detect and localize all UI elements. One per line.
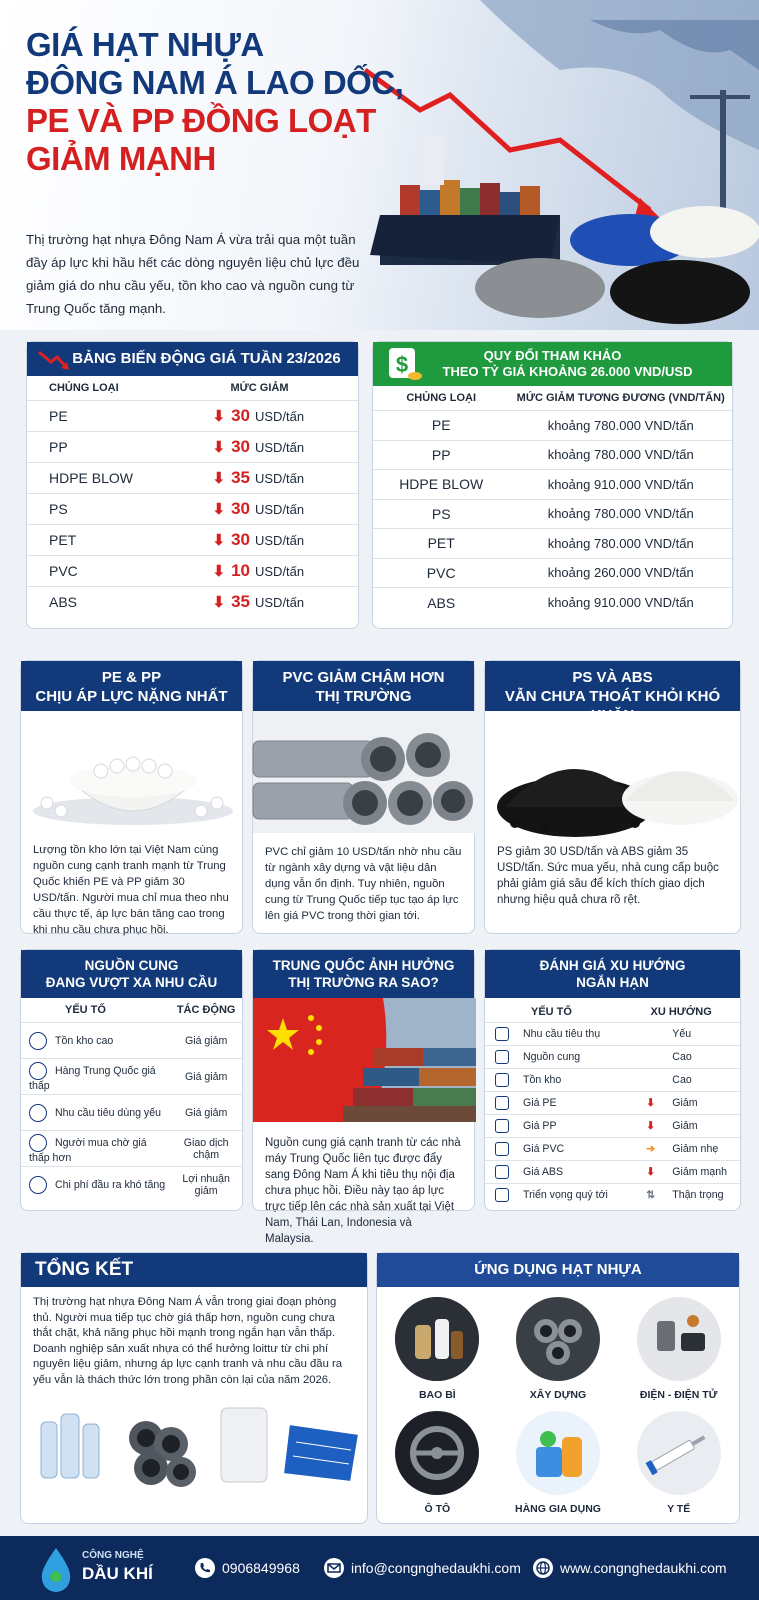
- trend-value-cell: [622, 1138, 740, 1161]
- intro-paragraph: Thị trường hạt nhựa Đông Nam Á vừa trải qua một tuần đầy áp lực khi hầu hết các dòng nguyên liệu chủ lực đều giảm giá do nhu cầu yếu, tồn kho cao và nguồn cung từ Trung Quốc tăng mạnh.: [26, 232, 360, 316]
- trend-down-icon: [37, 348, 71, 372]
- factor-icon: [495, 1096, 509, 1110]
- factor-icon: [495, 1142, 509, 1156]
- electronics-icon: [637, 1297, 721, 1381]
- trend-value-cell: [622, 1092, 740, 1115]
- down-arrow-icon: ⬇: [212, 563, 226, 580]
- trend-up-down-icon: ⇅: [646, 1189, 656, 1202]
- conversion-row: [373, 440, 732, 470]
- trend-row: [485, 1023, 740, 1046]
- app-construction: [498, 1297, 619, 1401]
- price-row-name: HDPE BLOW: [27, 463, 193, 494]
- conversion-row-value: khoảng 780.000 VND/tấn: [509, 529, 732, 559]
- trend-factor: Giá PP: [523, 1119, 557, 1132]
- price-change-table: [26, 341, 359, 629]
- conversion-row-name: HDPE BLOW: [373, 470, 509, 500]
- applications-panel: [376, 1252, 740, 1524]
- supply-title-1: NGUỒN CUNG: [84, 958, 179, 973]
- drop-unit: USD/tấn: [255, 564, 305, 579]
- trend-value-cell: [622, 1161, 740, 1184]
- trend-value: Cao: [672, 1074, 692, 1086]
- trend-factor: Nhu cầu tiêu thụ: [523, 1027, 601, 1040]
- trend-col-factor: YẾU TỐ: [531, 1006, 572, 1018]
- panel-pe-pp: [20, 660, 243, 934]
- app-label-electronics: ĐIỆN - ĐIỆN TỬ: [639, 1389, 718, 1401]
- conversion-row-value: khoảng 260.000 VND/tấn: [509, 558, 732, 588]
- col-type-header: CHỦNG LOẠI: [49, 382, 119, 394]
- supply-row: [21, 1095, 242, 1131]
- trend-panel: [484, 949, 741, 1211]
- conversion-table: [372, 341, 733, 629]
- trend-factor-cell: [485, 1069, 622, 1092]
- supply-factor: Người mua chờ giá thấp hơn: [29, 1136, 147, 1164]
- price-row-name: PE: [27, 401, 193, 432]
- china-title: [253, 950, 474, 998]
- panel-ps-abs: [484, 660, 741, 934]
- trend-factor: Nguồn cung: [523, 1050, 581, 1063]
- trend-factor-cell: [485, 1161, 622, 1184]
- factor-icon: [29, 1032, 47, 1050]
- summary-paragraph-1: Thị trường hạt nhựa Đông Nam Á vẫn trong giai đoạn phòng thủ. Người mua tiếp tục chờ giá thấp hơn, nguồn cung chưa thắt chặt, khả năng phục hồi mạnh trong ngắn hạn vẫn thấp.: [33, 1296, 337, 1339]
- trend-factor-cell: [485, 1023, 622, 1046]
- trend-factor-cell: [485, 1138, 622, 1161]
- conversion-row: [373, 529, 732, 559]
- summary-title: TỔNG KẾT: [21, 1253, 367, 1287]
- price-row: [27, 556, 358, 587]
- conversion-header: [373, 342, 732, 386]
- panel-ps-abs-title-1: PS VÀ ABS: [572, 669, 653, 686]
- trend-down-icon: ⬇: [646, 1166, 656, 1178]
- supply-factor: Tồn kho cao: [55, 1034, 114, 1047]
- drop-value: 30: [231, 499, 250, 518]
- email-link[interactable]: info@congnghedaukhi.com: [351, 1560, 521, 1576]
- trend-row: [485, 1184, 740, 1207]
- trend-factor: Giá PE: [523, 1096, 557, 1109]
- trend-value: Giảm nhẹ: [672, 1143, 719, 1155]
- price-row-drop: [193, 401, 359, 432]
- supply-factor: Nhu cầu tiêu dùng yếu: [55, 1106, 162, 1119]
- down-arrow-icon: ⬇: [212, 594, 226, 612]
- supply-factor-cell: [21, 1095, 170, 1131]
- supply-panel: [20, 949, 243, 1211]
- drop-value: 35: [231, 468, 250, 487]
- white-pellets-bowl-image: [21, 711, 244, 833]
- col-vnd-header: MỨC GIẢM TƯƠNG ĐƯƠNG (VND/TẤN): [516, 392, 725, 404]
- trend-factor: Giá PVC: [523, 1142, 565, 1155]
- panel-ps-abs-title-2: VẪN CHƯA THOÁT KHỎI KHÓ KHĂN: [504, 688, 721, 724]
- trend-value-cell: [622, 1184, 740, 1207]
- household-icon: [516, 1411, 600, 1495]
- price-row: [27, 463, 358, 494]
- supply-factor-cell: [21, 1059, 170, 1095]
- drop-value: 30: [231, 437, 250, 456]
- supply-impact: Giá giảm: [170, 1023, 242, 1059]
- panel-pvc-title-1: PVC GIẢM CHẬM HƠN: [282, 669, 445, 686]
- supply-impact: Giao dịch chậm: [170, 1131, 242, 1167]
- china-title-2: THỊ TRƯỜNG RA SAO?: [288, 975, 439, 990]
- price-row-name: PS: [27, 494, 193, 525]
- app-label-construction: XÂY DỰNG: [529, 1389, 587, 1401]
- trend-factor: Tồn kho: [523, 1073, 562, 1086]
- panel-ps-abs-text: PS giảm 30 USD/tấn và ABS giảm 35 USD/tấn. Sức mua yếu, nhà cung cấp buộc phải giảm giá sâu để kích thích giao dịch nhưng hiệu quả chưa rõ rệt.: [497, 846, 719, 906]
- panel-pe-pp-title-1: PE & PP: [101, 669, 162, 686]
- conversion-title-1: QUY ĐỔI THAM KHẢO: [483, 348, 622, 363]
- conversion-row-name: PVC: [373, 558, 509, 588]
- china-flag-containers-image: [253, 998, 476, 1122]
- conversion-row-name: ABS: [373, 588, 509, 618]
- down-arrow-icon: ⬇: [212, 470, 226, 487]
- panel-pe-pp-title-2: CHỊU ÁP LỰC NẶNG NHẤT: [35, 688, 228, 705]
- panel-pe-pp-text: Lượng tồn kho lớn tại Việt Nam cùng nguồn cung cạnh tranh mạnh từ Trung Quốc khiến PE và PP giảm 30 USD/tấn. Người mua chỉ mua theo nhu cầu thực tế, áp lực bán tăng cao trong khi nhu cầu chưa phục hồi.: [33, 844, 229, 936]
- factor-icon: [495, 1027, 509, 1041]
- trend-factor: Giá ABS: [523, 1165, 564, 1178]
- supply-impact: Lợi nhuận giảm: [170, 1167, 242, 1203]
- factor-icon: [29, 1062, 47, 1080]
- trend-row: [485, 1161, 740, 1184]
- trend-row: [485, 1115, 740, 1138]
- factor-icon: [29, 1176, 47, 1194]
- price-row-drop: [193, 463, 359, 494]
- drop-unit: USD/tấn: [255, 471, 305, 486]
- trend-title-1: ĐÁNH GIÁ XU HƯỚNG: [539, 958, 686, 973]
- trend-value: Yếu: [672, 1028, 692, 1040]
- trend-value-cell: [622, 1023, 740, 1046]
- app-label-medical: Y TẾ: [667, 1503, 691, 1515]
- price-row-drop: [193, 494, 359, 525]
- trend-value-cell: [622, 1115, 740, 1138]
- title-line-1: GIÁ HẠT NHỰA: [26, 26, 264, 63]
- supply-factor-cell: [21, 1023, 170, 1059]
- price-row-name: PVC: [27, 556, 193, 587]
- price-row-drop: [193, 432, 359, 463]
- drop-value: 10: [231, 561, 250, 580]
- supply-row: [21, 1131, 242, 1167]
- trend-down-icon: ⬇: [646, 1120, 656, 1132]
- price-row-drop: [193, 587, 359, 618]
- supply-row: [21, 1023, 242, 1059]
- applications-title: ỨNG DỤNG HẠT NHỰA: [377, 1253, 739, 1287]
- trend-value: Giảm mạnh: [672, 1166, 728, 1178]
- down-arrow-icon: ⬇: [212, 532, 226, 549]
- app-label-packaging: BAO BÌ: [418, 1389, 456, 1401]
- trend-row: [485, 1092, 740, 1115]
- supply-row: [21, 1059, 242, 1095]
- drop-unit: USD/tấn: [255, 533, 305, 548]
- factor-icon: [495, 1119, 509, 1133]
- phone-link[interactable]: 0906849968: [222, 1560, 300, 1576]
- price-row-name: ABS: [27, 587, 193, 618]
- app-packaging: [377, 1297, 498, 1401]
- conversion-row: [373, 470, 732, 500]
- supply-factor: Chi phí đầu ra khó tăng: [55, 1178, 166, 1191]
- factor-icon: [29, 1134, 47, 1152]
- conversion-row-value: khoảng 780.000 VND/tấn: [509, 499, 732, 529]
- drop-value: 30: [231, 406, 250, 425]
- price-row: [27, 525, 358, 556]
- down-arrow-icon: ⬇: [212, 439, 226, 456]
- conversion-row: [373, 411, 732, 441]
- price-row-drop: [193, 556, 359, 587]
- china-panel: [252, 949, 475, 1245]
- trend-factor-cell: [485, 1184, 622, 1207]
- drop-value: 30: [231, 530, 250, 549]
- trend-factor: Triển vọng quý tới: [523, 1189, 608, 1202]
- conversion-row-value: khoảng 910.000 VND/tấn: [509, 588, 732, 618]
- supply-title-2: ĐANG VƯỢT XA NHU CẦU: [45, 975, 218, 990]
- supply-col-impact: TÁC ĐỘNG: [176, 1004, 236, 1016]
- price-row: [27, 587, 358, 618]
- brand-line-2: DẦU KHÍ: [82, 1564, 153, 1583]
- panel-pvc-text: PVC chỉ giảm 10 USD/tấn nhờ nhu cầu từ ngành xây dựng và vật liệu dân dụng vẫn ổn định. Tuy nhiên, nguồn cung từ Trung Quốc tiếp tục tạo áp lực lên giá PVC trong thời gian tới.: [265, 846, 462, 922]
- price-row-name: PET: [27, 525, 193, 556]
- trend-row: [485, 1069, 740, 1092]
- trend-factor-cell: [485, 1092, 622, 1115]
- trend-factor-cell: [485, 1115, 622, 1138]
- app-medical: [618, 1411, 739, 1515]
- conversion-row: [373, 558, 732, 588]
- app-label-automotive: Ô TÔ: [424, 1503, 451, 1515]
- panel-ps-abs-title: [485, 661, 740, 724]
- conversion-row-value: khoảng 780.000 VND/tấn: [509, 411, 732, 441]
- panel-pe-pp-title: [21, 661, 242, 711]
- black-white-pellets-image: [485, 711, 742, 833]
- conversion-row-name: PE: [373, 411, 509, 441]
- oil-drop-logo-icon: [36, 1546, 76, 1592]
- trend-down-icon: ⬇: [646, 1097, 656, 1109]
- product-samples-image: [21, 1394, 369, 1494]
- conversion-row: [373, 588, 732, 618]
- globe-icon: [533, 1558, 553, 1578]
- email-icon: [324, 1558, 344, 1578]
- supply-col-factor: YẾU TỐ: [65, 1004, 106, 1016]
- drop-value: 35: [231, 592, 250, 612]
- price-table-header: [27, 342, 358, 376]
- down-arrow-icon: ⬇: [212, 501, 226, 518]
- china-title-1: TRUNG QUỐC ẢNH HƯỞNG: [272, 958, 455, 973]
- dollar-icon: [387, 346, 423, 382]
- supply-impact: Giá giảm: [170, 1059, 242, 1095]
- panel-pvc-title-2: THỊ TRƯỜNG: [315, 688, 412, 705]
- brand-line-1: CÔNG NGHỆ: [82, 1550, 144, 1561]
- website-link[interactable]: www.congnghedaukhi.com: [560, 1560, 727, 1576]
- trend-value: Giảm: [672, 1120, 698, 1132]
- price-row-name: PP: [27, 432, 193, 463]
- title-line-4: GIẢM MẠNH: [26, 140, 216, 177]
- pvc-pipes-image: [253, 711, 476, 833]
- trend-title: [485, 950, 740, 998]
- drop-unit: USD/tấn: [255, 502, 305, 517]
- price-row: [27, 401, 358, 432]
- supply-factor-cell: [21, 1131, 170, 1167]
- panel-pvc-title: [253, 661, 474, 711]
- down-arrow-icon: ⬇: [212, 408, 226, 425]
- trend-row: [485, 1046, 740, 1069]
- page-title: [26, 26, 456, 178]
- conversion-title-2: THEO TỶ GIÁ KHOẢNG 26.000 VND/USD: [442, 364, 693, 379]
- app-label-household: HÀNG GIA DỤNG: [515, 1503, 601, 1515]
- supply-row: [21, 1167, 242, 1203]
- supply-factor-cell: [21, 1167, 170, 1203]
- trend-value: Cao: [672, 1051, 692, 1063]
- conversion-row-name: PP: [373, 440, 509, 470]
- phone-icon: [195, 1558, 215, 1578]
- conversion-row: [373, 499, 732, 529]
- china-text: Nguồn cung giá cạnh tranh từ các nhà máy Trung Quốc liên tục được đẩy sang Đông Nam Á khi tiêu thụ nội địa chưa phục hồi. Điều này tạo áp lực trực tiếp lên các nhà sản xuất tại Việt Nam, Thái Lan, Indonesia và Malaysia.: [265, 1137, 461, 1245]
- trend-value-cell: [622, 1046, 740, 1069]
- factor-icon: [495, 1050, 509, 1064]
- panel-pvc: [252, 660, 475, 934]
- supply-factor: Hàng Trung Quốc giá thấp: [29, 1064, 156, 1092]
- drop-unit: USD/tấn: [255, 409, 305, 424]
- supply-title: [21, 950, 242, 998]
- drop-unit: USD/tấn: [255, 440, 305, 455]
- summary-panel: [20, 1252, 368, 1524]
- syringe-icon: [637, 1411, 721, 1495]
- factor-icon: [495, 1073, 509, 1087]
- summary-paragraph-2: Doanh nghiệp sản xuất nhựa có thể hưởng loittư từ chi phí nguyên liệu giảm, nhưng áp lực cạnh tranh và nhu cầu đầu ra yếu vẫn là thách thức lớn trong phần còn lại của năm 2026.: [33, 1342, 343, 1386]
- price-table-title: BẢNG BIẾN ĐỘNG GIÁ TUẦN 23/2026: [72, 350, 341, 367]
- supply-impact: Giá giảm: [170, 1095, 242, 1131]
- svg-text:$: $: [395, 352, 409, 377]
- hero-banner: [0, 0, 759, 330]
- trend-right-icon: ➔: [646, 1143, 656, 1155]
- trend-row: [485, 1138, 740, 1161]
- trend-value-cell: [622, 1069, 740, 1092]
- steering-wheel-icon: [395, 1411, 479, 1495]
- factor-icon: [495, 1188, 509, 1202]
- pipes-icon: [516, 1297, 600, 1381]
- app-automotive: [377, 1411, 498, 1515]
- factor-icon: [29, 1104, 47, 1122]
- packaging-icon: [395, 1297, 479, 1381]
- col-drop-header: MỨC GIẢM: [230, 382, 289, 394]
- col-type-header-2: CHỦNG LOẠI: [406, 392, 477, 404]
- drop-unit: USD/tấn: [255, 595, 305, 611]
- trend-value: Giảm: [672, 1097, 698, 1109]
- trend-factor-cell: [485, 1046, 622, 1069]
- price-row: [27, 432, 358, 463]
- trend-title-2: NGẮN HẠN: [576, 975, 649, 990]
- title-line-3: PE VÀ PP ĐỒNG LOẠT: [26, 102, 376, 139]
- price-row-drop: [193, 525, 359, 556]
- conversion-row-value: khoảng 910.000 VND/tấn: [509, 470, 732, 500]
- footer: [0, 1536, 759, 1600]
- trend-value: Thận trọng: [672, 1189, 724, 1202]
- app-household: [498, 1411, 619, 1515]
- conversion-row-value: khoảng 780.000 VND/tấn: [509, 440, 732, 470]
- trend-col-trend: XU HƯỚNG: [650, 1006, 712, 1018]
- conversion-row-name: PS: [373, 499, 509, 529]
- price-row: [27, 494, 358, 525]
- conversion-row-name: PET: [373, 529, 509, 559]
- title-line-2: ĐÔNG NAM Á LAO DỐC,: [26, 64, 404, 101]
- factor-icon: [495, 1165, 509, 1179]
- app-electronics: [618, 1297, 739, 1401]
